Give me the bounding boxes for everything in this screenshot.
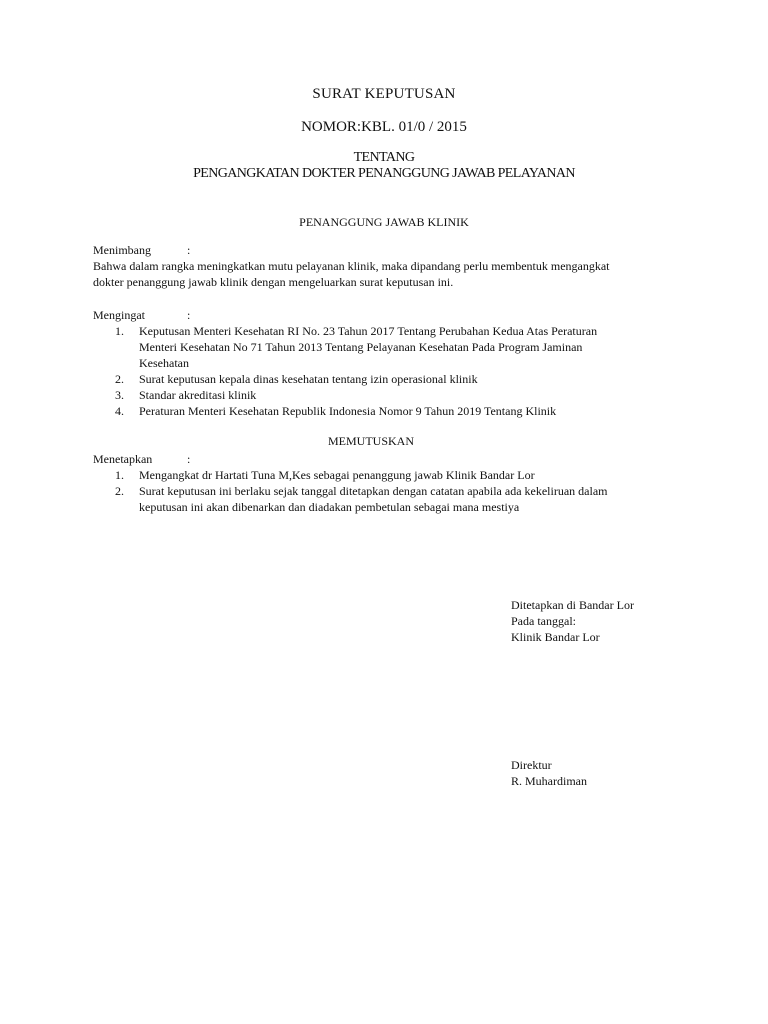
list-number: 4. <box>115 404 124 418</box>
document-title: SURAT KEPUTUSAN <box>312 86 456 102</box>
list-line: Surat keputusan ini berlaku sejak tanggal ditetapkan dengan catatan apabila ada kekeliruan dalam <box>139 484 608 498</box>
list-line: Menteri Kesehatan No 71 Tahun 2013 Tentang Pelayanan Kesehatan Pada Program Jaminan <box>139 340 583 354</box>
list-line: Surat keputusan kepala dinas kesehatan tentang izin operasional klinik <box>139 372 478 386</box>
list-item <box>93 403 663 419</box>
list-number: 2. <box>115 484 124 498</box>
list-line: Mengangkat dr Hartati Tuna M,Kes sebagai penanggung jawab Klinik Bandar Lor <box>139 468 535 482</box>
list-item <box>93 323 663 371</box>
mengingat-label-row <box>93 307 663 323</box>
menimbang-label-row <box>93 242 663 258</box>
mengingat-colon: : <box>187 308 191 322</box>
menetapkan-label: Menetapkan <box>93 452 153 466</box>
signature-org: Klinik Bandar Lor <box>511 630 600 644</box>
signature-name: R. Muhardiman <box>511 774 587 788</box>
signature-role: Direktur <box>511 758 552 772</box>
list-item <box>93 387 663 403</box>
menimbang-label: Menimbang <box>93 243 151 257</box>
list-line: Standar akreditasi klinik <box>139 388 257 402</box>
signature-place: Ditetapkan di Bandar Lor <box>511 598 634 612</box>
mengingat-list <box>93 323 663 419</box>
signature-place-block <box>511 597 634 645</box>
menimbang-line-2: dokter penanggung jawab klinik dengan mengeluarkan surat keputusan ini. <box>93 275 454 289</box>
list-item <box>93 483 663 515</box>
memutuskan-heading: MEMUTUSKAN <box>327 434 414 448</box>
document-subject: PENGANGKATAN DOKTER PENANGGUNG JAWAB PELAYANAN <box>193 166 575 181</box>
list-line: Kesehatan <box>139 356 189 370</box>
tentang-heading: TENTANG <box>353 150 415 165</box>
menimbang-colon: : <box>187 243 191 257</box>
menetapkan-label-row <box>93 451 663 467</box>
list-item <box>93 371 663 387</box>
menetapkan-list <box>93 467 663 515</box>
mengingat-label: Mengingat <box>93 308 145 322</box>
list-number: 1. <box>115 468 124 482</box>
signature-name-block <box>511 757 587 789</box>
list-number: 1. <box>115 324 124 338</box>
list-line: keputusan ini akan dibenarkan dan diadakan pembetulan sebagai mana mestiya <box>139 500 520 514</box>
issuer-heading: PENANGGUNG JAWAB KLINIK <box>299 215 469 229</box>
document-number: NOMOR:KBL. 01/0 / 2015 <box>301 119 467 135</box>
menetapkan-colon: : <box>187 452 191 466</box>
list-number: 3. <box>115 388 124 402</box>
list-item <box>93 467 663 483</box>
list-number: 2. <box>115 372 124 386</box>
signature-date: Pada tanggal: <box>511 614 576 628</box>
menimbang-line-1: Bahwa dalam rangka meningkatkan mutu pelayanan klinik, maka dipandang perlu membentuk mengangkat <box>93 259 610 273</box>
list-line: Peraturan Menteri Kesehatan Republik Indonesia Nomor 9 Tahun 2019 Tentang Klinik <box>139 404 557 418</box>
menimbang-section <box>93 242 663 290</box>
list-line: Keputusan Menteri Kesehatan RI No. 23 Tahun 2017 Tentang Perubahan Kedua Atas Peraturan <box>139 324 598 338</box>
